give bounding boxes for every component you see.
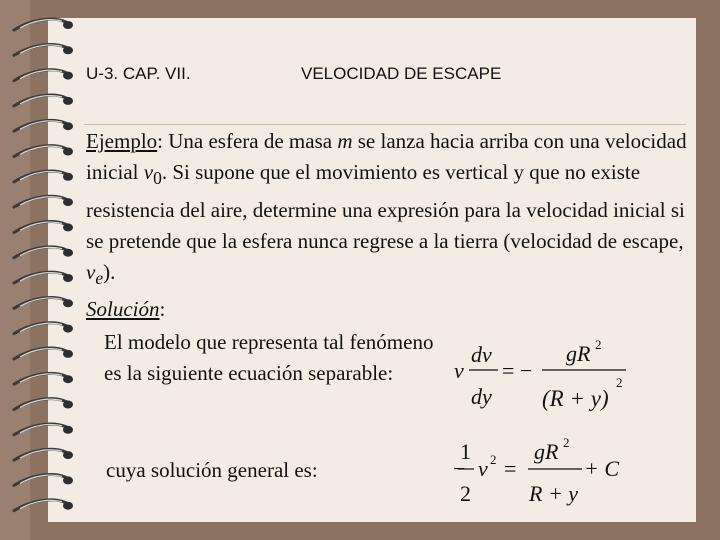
header-code: U-3. CAP. VII.: [86, 64, 191, 83]
example-text-3: . Si supone que el movimiento es vertical y que no existe resistencia del aire, determine una expresión para la velocidad inicial si se pretende que la esfera nunca regrese a la tierra (velocidad de escape,: [86, 160, 685, 253]
binding-hole: [63, 299, 73, 307]
differential-equation: [448, 334, 638, 416]
eq1-denominator: (R + y): [542, 386, 609, 411]
binding-hole: [63, 249, 73, 257]
binding-hole: [63, 401, 73, 409]
eq2-v: v: [478, 456, 488, 481]
mass-symbol: m: [337, 129, 353, 153]
ve-symbol: v: [86, 260, 96, 284]
eq2-plus-c: + C: [584, 456, 620, 481]
example-label: Ejemplo: [86, 129, 158, 153]
eq2-minus: −: [453, 456, 466, 481]
eq1-den-exp: 2: [616, 375, 623, 390]
eq1-equals-minus: = −: [502, 358, 533, 383]
binding-hole: [63, 173, 73, 181]
binding-hole: [63, 21, 73, 29]
binding-hole: [63, 122, 73, 130]
binding-hole: [63, 350, 73, 358]
binding-hole: [63, 97, 73, 105]
example-text-4: ).: [103, 260, 116, 284]
header-title: VELOCIDAD DE ESCAPE: [301, 64, 502, 83]
solution-colon: :: [159, 297, 166, 322]
eq2-half-num: 1: [460, 439, 471, 464]
eq1-v: v: [454, 358, 464, 383]
binding-hole: [63, 198, 73, 206]
eq2-v-exp: 2: [490, 452, 497, 467]
binding-hole: [63, 325, 73, 333]
binding-hole: [63, 46, 73, 54]
model-description: El modelo que representa tal fenómeno es la siguiente ecuación separable:: [104, 330, 434, 385]
eq1-numerator: gR: [566, 341, 591, 366]
binding-hole: [63, 476, 73, 484]
v0-symbol: v: [143, 160, 154, 185]
binding-hole: [63, 426, 73, 434]
binding-hole: [63, 148, 73, 156]
general-solution-label: cuya solución general es:: [106, 458, 318, 482]
ve-subscript: e: [95, 268, 104, 289]
general-solution-equation: [450, 432, 640, 510]
eq1-dv: dv: [471, 342, 492, 367]
example-text-1: : Una esfera de masa: [157, 129, 338, 153]
v0-subscript: 0: [153, 168, 162, 189]
spiral-binding: [0, 0, 90, 540]
header-divider: [84, 124, 686, 125]
binding-hole: [63, 451, 73, 459]
example-paragraph: [86, 126, 696, 326]
binding-hole: [63, 274, 73, 282]
eq1-num-exp: 2: [595, 337, 602, 352]
binding-hole: [63, 375, 73, 383]
eq2-equals: =: [504, 456, 517, 481]
binding-hole: [63, 72, 73, 80]
binding-hole: [63, 223, 73, 231]
example-text-2: se lanza hacia arriba con una velocidad inicial: [86, 129, 687, 185]
eq2-numerator: gR: [534, 439, 559, 464]
eq1-dy: dy: [471, 384, 492, 409]
eq2-denominator: R + y: [529, 481, 579, 506]
binding-hole: [63, 502, 73, 510]
eq2-num-exp: 2: [563, 435, 570, 450]
solution-label: Solución: [86, 297, 160, 322]
eq2-half-den: 2: [460, 481, 471, 506]
